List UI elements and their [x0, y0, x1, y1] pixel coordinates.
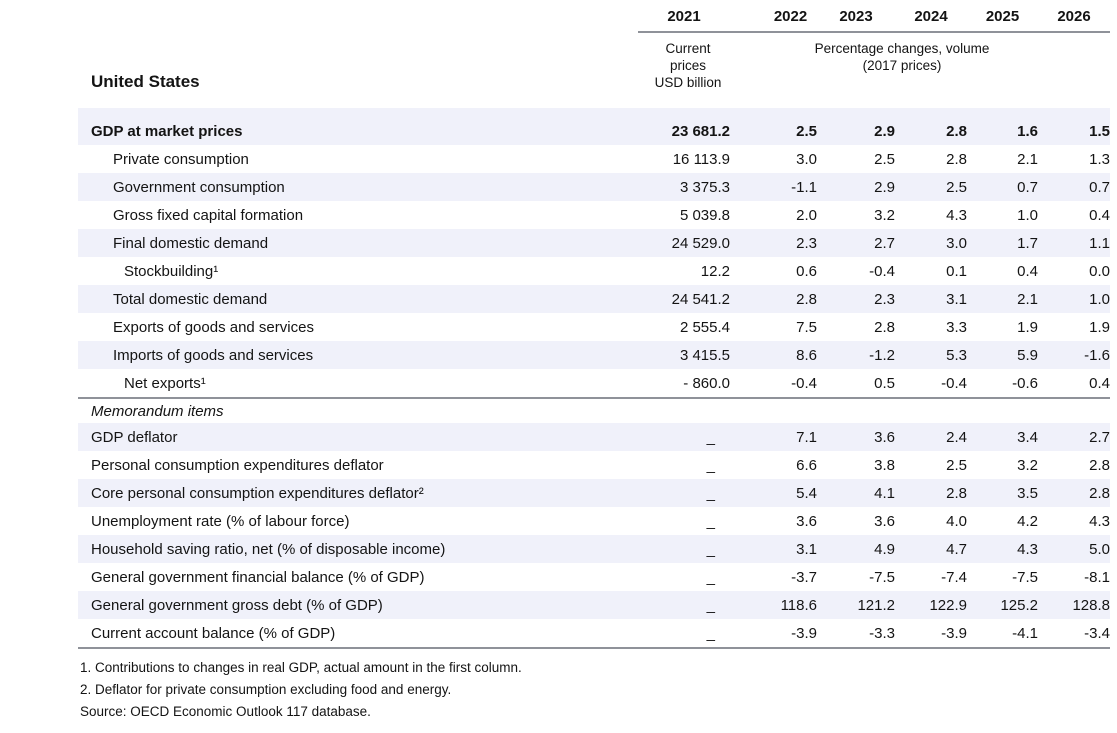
percentage-changes-header	[730, 33, 1110, 91]
cell-value: 2.8	[1089, 456, 1110, 474]
cell-value: -7.5	[869, 568, 895, 586]
current-prices-header	[638, 33, 730, 91]
cell-value: 3.2	[1017, 456, 1038, 474]
table-row	[78, 479, 1110, 507]
table-row	[78, 313, 1110, 341]
cell-value: -3.3	[869, 624, 895, 642]
year-2023: 2023	[839, 8, 873, 25]
cell-value: 2.8	[796, 290, 817, 308]
source-note: Source: OECD Economic Outlook 117 database.	[80, 704, 371, 719]
footnote-2: 2. Deflator for private consumption excluding food and energy.	[80, 682, 452, 697]
cell-value: -0.4	[791, 374, 817, 392]
cell-value: 2.1	[1017, 150, 1038, 168]
cell-value: 128.8	[1072, 596, 1110, 614]
cell-value: -1.6	[1084, 346, 1110, 364]
cell-value: _	[706, 568, 715, 586]
cell-value: 4.7	[946, 540, 967, 558]
cell-value: 118.6	[780, 596, 817, 614]
row-label: Household saving ratio, net (% of disposable income)	[91, 540, 446, 558]
table-row	[78, 619, 1110, 647]
cell-value: 0.6	[796, 262, 817, 280]
cell-value: 2.7	[1089, 428, 1110, 446]
cell-value: 23 681.2	[671, 122, 730, 140]
row-label: Total domestic demand	[113, 290, 268, 308]
row-label: Private consumption	[113, 150, 249, 168]
cell-value: 0.7	[1089, 178, 1110, 196]
cell-value: 3.1	[796, 540, 817, 558]
footnote-1: 1. Contributions to changes in real GDP, actual amount in the first column.	[80, 660, 522, 675]
row-label: Unemployment rate (% of labour force)	[91, 512, 350, 530]
cell-value: 2.5	[946, 456, 967, 474]
row-label: General government gross debt (% of GDP)	[91, 596, 383, 614]
year-2026: 2026	[1057, 8, 1091, 25]
cell-value: -3.7	[791, 568, 817, 586]
row-label: Government consumption	[113, 178, 285, 196]
cell-value: 16 113.9	[672, 150, 730, 168]
cell-value: 4.9	[874, 540, 895, 558]
cell-value: 2 555.4	[679, 318, 730, 336]
cell-value: 5.9	[1017, 346, 1038, 364]
cell-value: 0.4	[1089, 374, 1110, 392]
cell-value: 2.8	[874, 318, 895, 336]
cell-value: 4.1	[874, 484, 895, 502]
table-row	[78, 257, 1110, 285]
memorandum-items-title: Memorandum items	[91, 402, 224, 420]
cell-value: 122.9	[929, 596, 967, 614]
year-2025: 2025	[985, 8, 1020, 25]
cell-value: 3 415.5	[679, 346, 730, 364]
row-label: Current account balance (% of GDP)	[91, 624, 336, 642]
table-row	[78, 229, 1110, 257]
cell-value: 5.3	[946, 346, 967, 364]
cell-value: 2.0	[796, 206, 817, 224]
cell-value: 2.3	[874, 290, 895, 308]
year-header-row	[78, 0, 1110, 31]
row-label: Final domestic demand	[113, 234, 269, 252]
cell-value: - 860.0	[683, 374, 730, 392]
cell-value: 2.8	[946, 150, 967, 168]
year-2021: 2021	[667, 8, 701, 25]
cell-value: -4.1	[1012, 624, 1038, 642]
table-row	[78, 591, 1110, 619]
cell-value: _	[706, 624, 715, 642]
cell-value: _	[706, 456, 715, 474]
cell-value: 2.8	[946, 122, 967, 140]
cell-value: 4.3	[1089, 512, 1110, 530]
cell-value: 4.3	[946, 206, 967, 224]
cell-value: 4.2	[1017, 512, 1038, 530]
cell-value: _	[706, 512, 715, 530]
row-label: Imports of goods and services	[113, 346, 314, 364]
cell-value: 8.6	[796, 346, 817, 364]
row-label: Exports of goods and services	[113, 318, 314, 336]
cell-value: 1.1	[1089, 234, 1110, 252]
bottom-divider-line	[78, 647, 1110, 649]
year-2024: 2024	[914, 8, 948, 25]
cell-value: 121.2	[857, 596, 895, 614]
country-title: United States	[91, 72, 200, 91]
cell-value: 3.3	[946, 318, 967, 336]
cell-value: 3.4	[1017, 428, 1038, 446]
cell-value: 3.1	[946, 290, 967, 308]
table-row	[78, 341, 1110, 369]
cell-value: -0.4	[869, 262, 895, 280]
cell-value: 2.1	[1017, 290, 1038, 308]
cell-value: 12.2	[700, 262, 730, 280]
row-label: Core personal consumption expenditures deflator²	[91, 484, 424, 502]
subheader-row	[78, 33, 1110, 91]
cell-value: -7.4	[941, 568, 967, 586]
cell-value: -8.1	[1084, 568, 1110, 586]
table-row	[78, 108, 1110, 145]
cell-value: 2.9	[874, 122, 895, 140]
cell-value: _	[706, 540, 715, 558]
cell-value: 0.0	[1089, 262, 1110, 280]
cell-value: 3.2	[874, 206, 895, 224]
cell-value: _	[706, 484, 715, 502]
cell-value: 2.8	[1089, 484, 1110, 502]
year-2022: 2022	[773, 8, 808, 25]
table-row	[78, 423, 1110, 451]
cell-value: 7.1	[796, 428, 817, 446]
memorandum-rows-section	[78, 423, 1110, 647]
cell-value: 125.2	[1000, 596, 1038, 614]
cell-value: 24 529.0	[671, 234, 730, 252]
cell-value: -0.6	[1012, 374, 1038, 392]
row-label: Gross fixed capital formation	[113, 206, 304, 224]
cell-value: 3.6	[796, 512, 817, 530]
cell-value: -1.2	[869, 346, 895, 364]
cell-value: 0.7	[1017, 178, 1038, 196]
cell-value: 1.5	[1089, 122, 1110, 140]
table-row	[78, 145, 1110, 173]
cell-value: 1.0	[1017, 206, 1038, 224]
cell-value: 0.4	[1017, 262, 1038, 280]
economic-outlook-table	[78, 0, 1110, 723]
cell-value: 0.5	[874, 374, 895, 392]
cell-value: -3.4	[1084, 624, 1110, 642]
row-label: Net exports¹	[124, 374, 206, 392]
cell-value: 2.3	[796, 234, 817, 252]
cell-value: 1.3	[1089, 150, 1110, 168]
current-prices-line1: Current prices	[665, 41, 711, 73]
footnotes	[78, 657, 1110, 723]
cell-value: 1.6	[1017, 122, 1038, 140]
cell-value: 3.6	[874, 512, 895, 530]
cell-value: -0.4	[941, 374, 967, 392]
table-row	[78, 535, 1110, 563]
row-label: GDP at market prices	[91, 122, 243, 140]
cell-value: 3 375.3	[679, 178, 730, 196]
table-row	[78, 369, 1110, 397]
current-prices-line2: USD billion	[654, 75, 722, 90]
cell-value: 3.0	[796, 150, 817, 168]
cell-value: 2.8	[946, 484, 967, 502]
cell-value: 3.5	[1017, 484, 1038, 502]
cell-value: 2.5	[874, 150, 895, 168]
table-row	[78, 285, 1110, 313]
table-row	[78, 507, 1110, 535]
cell-value: 3.0	[946, 234, 967, 252]
table-row	[78, 201, 1110, 229]
cell-value: 0.1	[946, 262, 967, 280]
cell-value: 2.4	[946, 428, 967, 446]
cell-value: -3.9	[791, 624, 817, 642]
cell-value: 1.9	[1089, 318, 1110, 336]
table-row	[78, 451, 1110, 479]
cell-value: 5 039.8	[679, 206, 730, 224]
cell-value: 3.8	[874, 456, 895, 474]
cell-value: 1.9	[1017, 318, 1038, 336]
table-row	[78, 173, 1110, 201]
cell-value: 0.4	[1089, 206, 1110, 224]
row-label: GDP deflator	[91, 428, 178, 446]
cell-value: 3.6	[874, 428, 895, 446]
cell-value: -7.5	[1012, 568, 1038, 586]
cell-value: 1.0	[1089, 290, 1110, 308]
cell-value: 2.5	[946, 178, 967, 196]
cell-value: _	[706, 428, 715, 446]
percentage-changes-line1: Percentage changes, volume	[814, 41, 990, 56]
table-row	[78, 563, 1110, 591]
cell-value: 5.4	[796, 484, 817, 502]
cell-value: 2.5	[796, 122, 817, 140]
main-rows-section	[78, 108, 1110, 397]
cell-value: 2.7	[874, 234, 895, 252]
cell-value: 5.0	[1089, 540, 1110, 558]
cell-value: _	[706, 596, 715, 614]
cell-value: 24 541.2	[671, 290, 730, 308]
cell-value: 4.0	[946, 512, 967, 530]
cell-value: 1.7	[1017, 234, 1038, 252]
cell-value: -1.1	[791, 178, 817, 196]
cell-value: 4.3	[1017, 540, 1038, 558]
percentage-changes-line2: (2017 prices)	[862, 58, 942, 73]
cell-value: 6.6	[796, 456, 817, 474]
row-label: Stockbuilding¹	[124, 262, 219, 280]
cell-value: -3.9	[941, 624, 967, 642]
row-label: General government financial balance (% of GDP)	[91, 568, 425, 586]
row-label: Personal consumption expenditures deflator	[91, 456, 384, 474]
cell-value: 7.5	[796, 318, 817, 336]
cell-value: 2.9	[874, 178, 895, 196]
